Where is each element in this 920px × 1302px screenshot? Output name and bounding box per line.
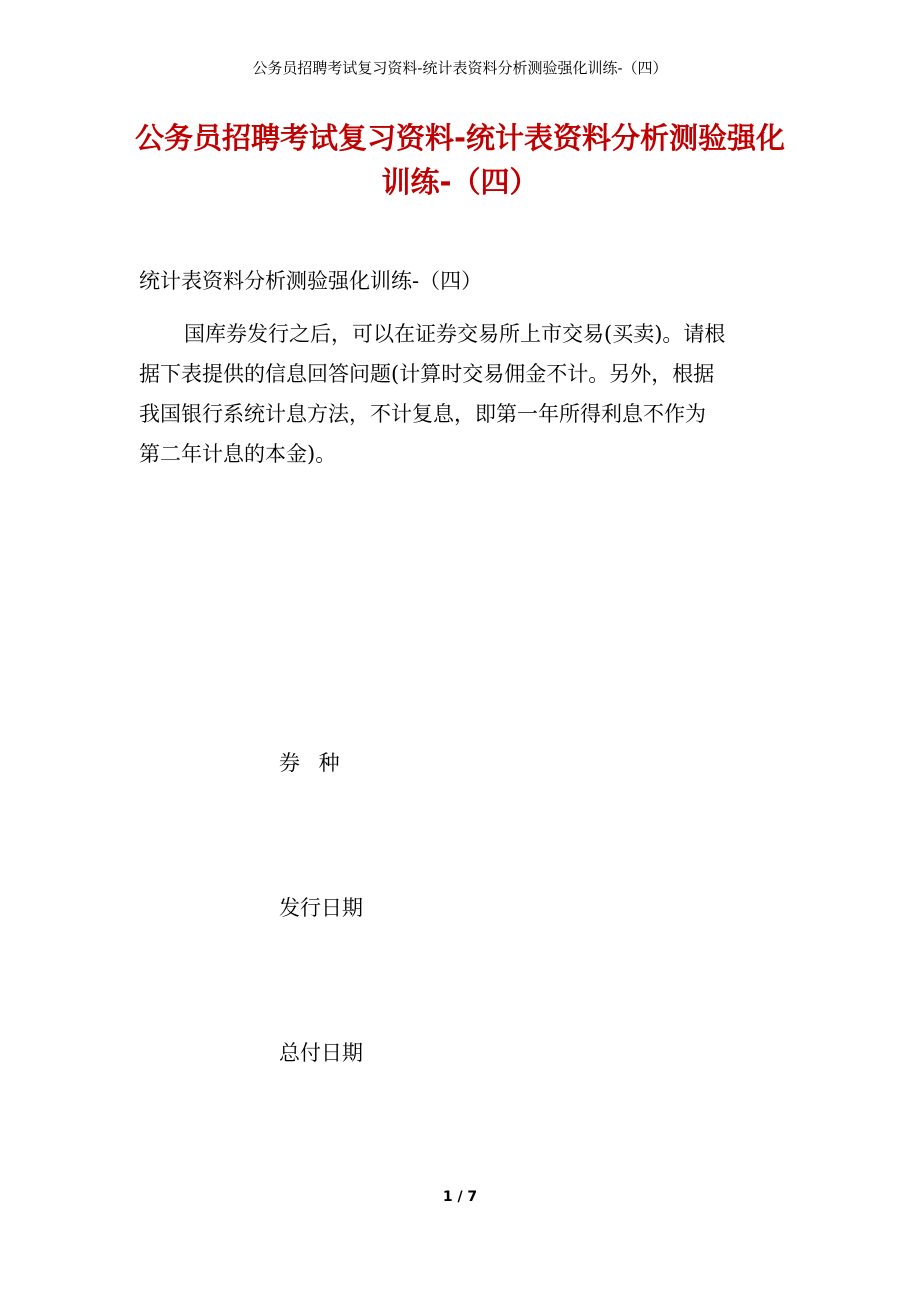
table-label-issue-date: 发行日期 bbox=[279, 896, 363, 920]
section-subtitle: 统计表资料分析测验强化训练-（四） bbox=[139, 269, 483, 293]
document-title-line-2: 训练-（四） bbox=[381, 165, 539, 199]
running-header: 公务员招聘考试复习资料-统计表资料分析测验强化训练-（四） bbox=[252, 59, 668, 77]
page-number: 1 / 7 bbox=[442, 1189, 478, 1205]
table-label-payment-date: 总付日期 bbox=[279, 1041, 363, 1065]
body-paragraph bbox=[139, 314, 789, 474]
paragraph-line: 我国银行系统计息方法，不计复息，即第一年所得利息不作为 bbox=[139, 402, 706, 426]
document-title-line-1: 公务员招聘考试复习资料-统计表资料分析测验强化 bbox=[134, 121, 786, 155]
table-label-bond-type: 券 种 bbox=[279, 751, 346, 775]
paragraph-line: 国库券发行之后，可以在证券交易所上市交易(买卖)。请根 bbox=[184, 322, 726, 346]
paragraph-line: 据下表提供的信息回答问题(计算时交易佣金不计。另外，根据 bbox=[139, 362, 715, 386]
document-title bbox=[120, 116, 800, 204]
paragraph-line: 第二年计息的本金)。 bbox=[139, 442, 337, 466]
